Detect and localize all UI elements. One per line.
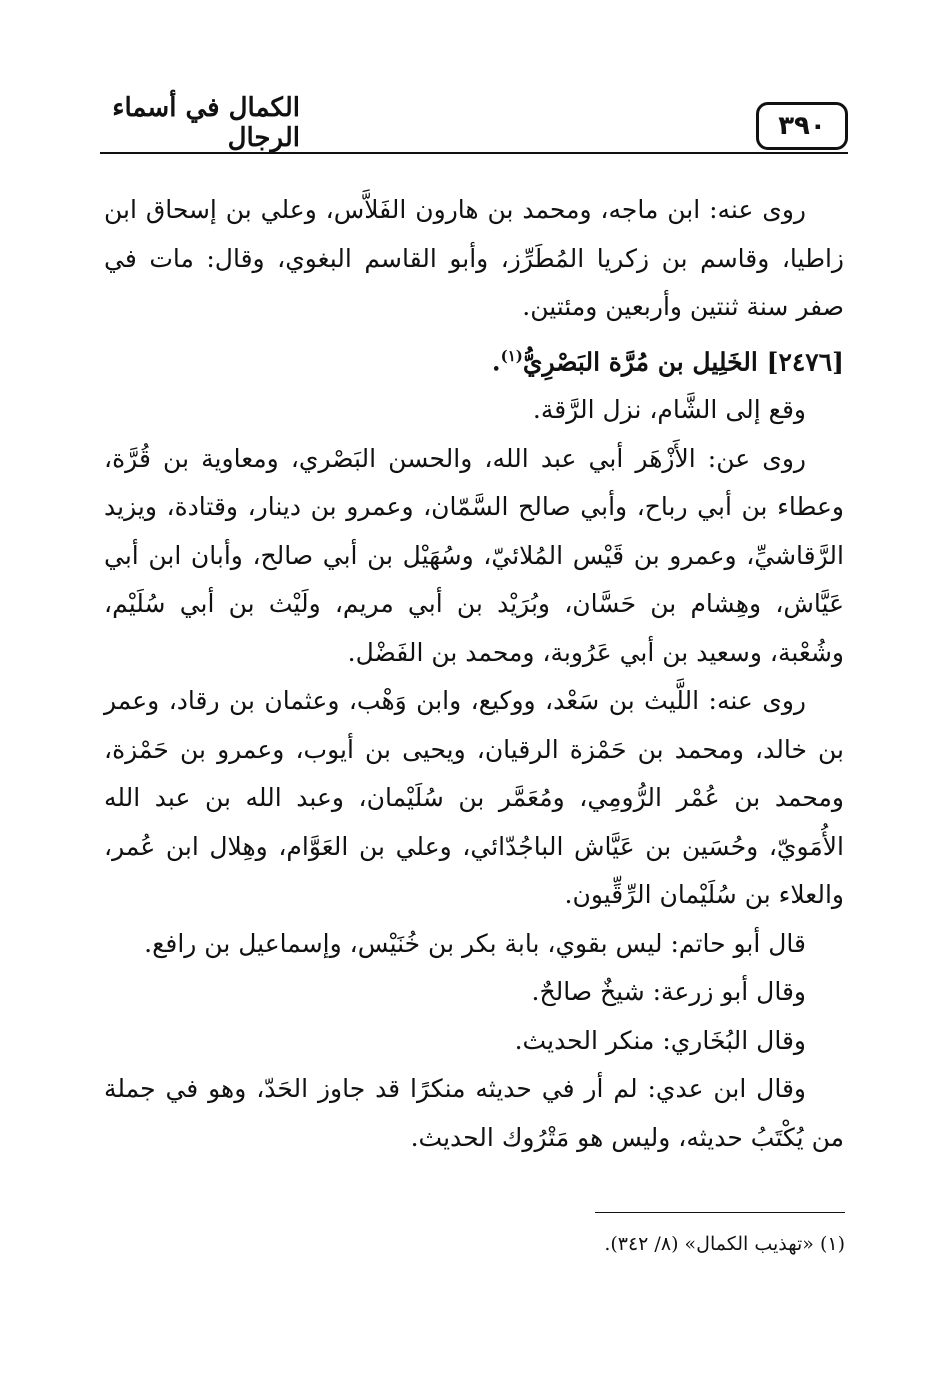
main-text [104, 186, 844, 1162]
entry-trailing: . [491, 346, 501, 376]
paragraph: روى عنه: اللَّيث بن سَعْد، ووكيع، وابن وَهْب، وعثمان بن رقاد، وعمر بن خالد، ومحمد بن حَمْزة الرقيان، ويحيى بن أيوب، وعمرو بن حَمْزة، ومحمد بن عُمْر الرُّومِي، ومُعَمَّر بن سُلَيْمان، وعبد الله بن عبد الله الأُمَويّ، وحُسَين بن عَيَّاش الباجُدّائي، وعلي بن العَوَّام، وهِلال ابن عُمر، والعلاء بن سُلَيْمان الرِّقِّيون. [104, 686, 844, 910]
paragraph: وقال أبو زرعة: شيخٌ صالحٌ. [531, 977, 806, 1007]
header-divider [100, 152, 848, 154]
page-number: ٣٩٠ [756, 102, 848, 150]
paragraph: وقال ابن عدي: لم أر في حديثه منكرًا قد جاوز الحَدّ، وهو في جملة من يُكْتَبُ حديثه، وليس هو مَتْرُوك الحديث. [104, 1074, 844, 1152]
paragraph: قال أبو حاتم: ليس بقوي، بابة بكر بن خُنَيْس، وإسماعيل بن رافع. [144, 928, 806, 958]
paragraph: وقال البُخَاري: منكر الحديث. [514, 1025, 806, 1055]
footnote-divider [595, 1212, 845, 1213]
entry-heading [104, 332, 844, 387]
book-title: الكمال في أسماء الرجال [112, 93, 300, 153]
paragraph: روى عن: الأَزْهَر أبي عبد الله، والحسن البَصْري، ومعاوية بن قُرَّة، وعطاء بن أبي رباح، وأبي صالح السَّمّان، وعمرو بن دينار، وقتادة، ويزيد الرَّقاشيِّ، وعمرو بن قَيْس المُلائيّ، وسُهَيْل بن أبي صالح، وأبان ابن أبي عَيَّاش، وهِشام بن حَسَّان، وبُرَيْد بن أبي مريم، ولَيْث بن أبي سُلَيْم، وشُعْبة، وسعيد بن أبي عَرُوبة، ومحمد بن الفَضْل. [104, 443, 844, 667]
entry-name: الخَلِيل بن مُرَّة البَصْرِيُّ [522, 346, 758, 376]
footnote-marker: (١) [500, 346, 523, 365]
page-header [100, 93, 848, 160]
entry-number: [٢٤٧٦] [766, 346, 844, 376]
paragraph: روى عنه: ابن ماجه، ومحمد بن هارون الفَلاَّس، وعلي بن إسحاق ابن زاطيا، وقاسم بن زكريا المُطَرِّز، وأبو القاسم البغوي، وقال: مات في صفر سنة ثنتين وأربعين ومئتين. [104, 195, 844, 321]
paragraph: وقع إلى الشَّام، نزل الرَّقة. [532, 395, 806, 425]
footnote: (١) «تهذيب الكمال» (٨/ ٣٤٢). [604, 1233, 845, 1255]
